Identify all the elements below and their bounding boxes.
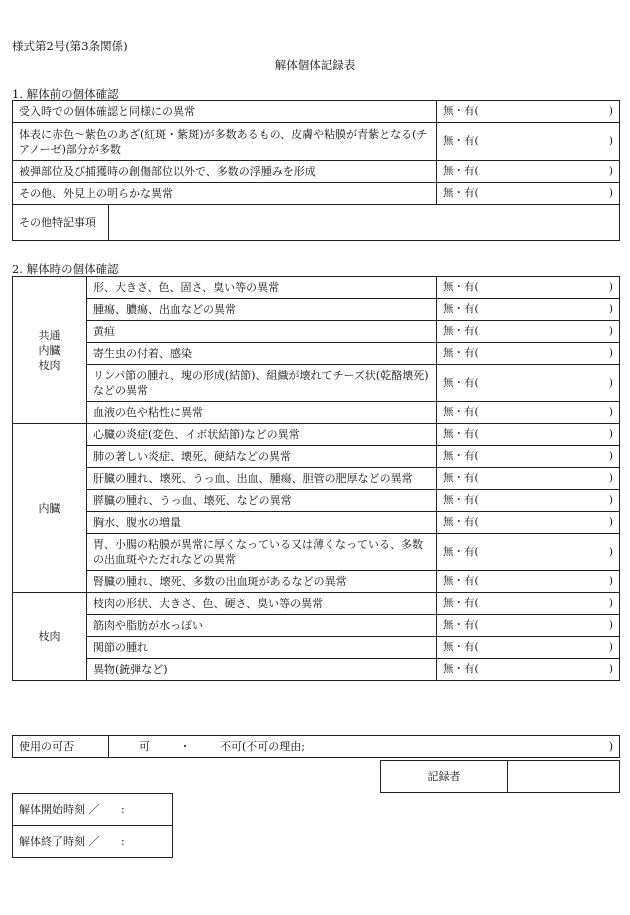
notes-field[interactable] [109, 205, 620, 241]
answer-choices[interactable]: 無・有( [443, 545, 479, 558]
check-item: 肝臓の腫れ、壊死、うっ血、出血、腫瘍、胆管の肥厚などの異常 [87, 468, 437, 490]
answer-close-paren: ) [608, 376, 613, 389]
usage-label: 使用の可否 [13, 736, 109, 758]
answer-choices[interactable]: 無・有( [443, 516, 479, 528]
s2-g2-row-2-answer[interactable] [437, 637, 620, 659]
table-row [13, 277, 620, 299]
recorder-label: 記録者 [381, 761, 508, 793]
table-row [13, 446, 620, 468]
group-label [13, 593, 87, 681]
s1-row-3-answer[interactable] [437, 183, 620, 205]
table-row [13, 321, 620, 343]
s2-g2-row-3-answer[interactable] [437, 659, 620, 681]
notes-label: その他特記事項 [13, 205, 109, 241]
answer-close-paren: ) [608, 406, 613, 418]
s1-row-2-answer[interactable] [437, 161, 620, 183]
group-label [13, 277, 87, 424]
check-item: 黄疸 [87, 321, 437, 343]
usage-ng[interactable]: 不可(不可の理由; [220, 740, 305, 753]
check-item: 腫瘍、膿瘍、出血などの異常 [87, 299, 437, 321]
s2-g1-row-5-answer[interactable] [437, 534, 620, 571]
pre-dismantling-table [12, 100, 620, 241]
table-row [13, 424, 620, 446]
check-item: 寄生虫の付着、感染 [87, 343, 437, 365]
start-time-label: 解体開始時刻 ／ [19, 803, 100, 816]
answer-close-paren: ) [608, 450, 613, 462]
answer-close-paren: ) [608, 325, 613, 337]
notes-row [13, 205, 620, 241]
s2-g2-row-1-answer[interactable] [437, 615, 620, 637]
table-row [13, 512, 620, 534]
answer-choices[interactable]: 無・有( [443, 347, 479, 359]
check-item: 胸水、腹水の増量 [87, 512, 437, 534]
time-table [12, 793, 173, 858]
dismantling-check-table [12, 276, 620, 681]
s2-g1-row-0-answer[interactable] [437, 424, 620, 446]
answer-choices[interactable]: 無・有( [443, 619, 479, 631]
answer-close-paren: ) [608, 165, 613, 177]
s2-g0-row-4-answer[interactable] [437, 365, 620, 402]
start-time-field[interactable] [13, 794, 173, 826]
answer-choices[interactable]: 無・有( [443, 187, 479, 199]
answer-choices[interactable]: 無・有( [443, 472, 479, 484]
group-label-line: 共通 [38, 328, 61, 342]
usage-decision-table [12, 735, 620, 758]
group-label [13, 424, 87, 593]
usage-separator: ・ [179, 740, 191, 753]
end-time-colon: : [121, 835, 125, 848]
answer-choices[interactable]: 無・有( [443, 450, 479, 462]
answer-choices[interactable]: 無・有( [443, 575, 479, 587]
check-item: 心臓の炎症(変色、イボ状結節)などの異常 [87, 424, 437, 446]
check-item: 被弾部位及び捕獲時の創傷部位以外で、多数の浮腫みを形成 [13, 161, 437, 183]
check-item: 受入時での個体確認と同様にの異常 [13, 101, 437, 123]
check-item: 体表に赤色～紫色のあざ(紅斑・紫斑)が多数あるもの、皮膚や粘膜が青紫となる(チアノーゼ)部分が多数 [13, 123, 437, 161]
check-item: 形、大きさ、色、固さ、臭い等の異常 [87, 277, 437, 299]
answer-close-paren: ) [608, 303, 613, 315]
table-row [13, 365, 620, 402]
answer-close-paren: ) [608, 663, 613, 675]
table-row [13, 123, 620, 161]
start-time-colon: : [121, 803, 125, 816]
s2-g2-row-0-answer[interactable] [437, 593, 620, 615]
check-item: 関節の腫れ [87, 637, 437, 659]
table-row [13, 571, 620, 593]
table-row [13, 101, 620, 123]
check-item: 胃、小腸の粘膜が異常に厚くなっている又は薄くなっている、多数の出血斑やただれなどの異常 [87, 534, 437, 571]
table-row [13, 593, 620, 615]
check-item: 腎臓の腫れ、壊死、多数の出血斑があるなどの異常 [87, 571, 437, 593]
usage-close-paren: ) [608, 740, 613, 753]
check-item: その他、外見上の明らかな異常 [13, 183, 437, 205]
table-row [13, 637, 620, 659]
table-row [13, 343, 620, 365]
recorder-field[interactable] [508, 761, 620, 793]
answer-choices[interactable]: 無・有( [443, 663, 479, 675]
form-number: 様式第2号(第3条関係) [12, 39, 128, 53]
answer-choices[interactable]: 無・有( [443, 406, 479, 418]
table-row [13, 299, 620, 321]
s2-g1-row-1-answer[interactable] [437, 446, 620, 468]
s2-g0-row-3-answer[interactable] [437, 343, 620, 365]
table-row [13, 402, 620, 424]
s2-g0-row-0-answer[interactable] [437, 277, 620, 299]
table-row [13, 615, 620, 637]
answer-choices[interactable]: 無・有( [443, 494, 479, 506]
check-item: 肺の著しい炎症、壊死、硬結などの異常 [87, 446, 437, 468]
section1-heading: 1. 解体前の個体確認 [12, 87, 119, 101]
table-row [13, 490, 620, 512]
answer-close-paren: ) [608, 516, 613, 528]
check-item: 枝肉の形状、大きさ、色、硬さ、臭い等の異常 [87, 593, 437, 615]
s2-g1-row-2-answer[interactable] [437, 468, 620, 490]
usage-choices[interactable] [109, 736, 620, 758]
group-label-line: 枝肉 [38, 630, 61, 643]
table-row [13, 659, 620, 681]
table-row [13, 183, 620, 205]
answer-choices[interactable]: 無・有( [443, 428, 479, 440]
answer-close-paren: ) [608, 545, 613, 558]
check-item: 異物(銃弾など) [87, 659, 437, 681]
check-item: 筋肉や脂肪が水っぽい [87, 615, 437, 637]
answer-choices[interactable]: 無・有( [443, 281, 479, 293]
answer-close-paren: ) [608, 619, 613, 631]
table-row [13, 161, 620, 183]
answer-close-paren: ) [608, 105, 613, 117]
recorder-table [380, 760, 620, 793]
s1-row-1-answer[interactable] [437, 123, 620, 161]
answer-close-paren: ) [608, 494, 613, 506]
s1-row-0-answer[interactable] [437, 101, 620, 123]
answer-choices[interactable]: 無・有( [443, 597, 479, 609]
answer-choices[interactable]: 無・有( [443, 376, 479, 389]
answer-close-paren: ) [608, 472, 613, 484]
s2-g1-row-6-answer[interactable] [437, 571, 620, 593]
answer-close-paren: ) [608, 347, 613, 359]
check-item: 膵臓の腫れ、うっ血、壊死、などの異常 [87, 490, 437, 512]
document-title: 解体個体記録表 [274, 58, 356, 72]
s2-g1-row-3-answer[interactable] [437, 490, 620, 512]
answer-close-paren: ) [608, 281, 613, 293]
s2-g1-row-4-answer[interactable] [437, 512, 620, 534]
group-label-line: 内臓 [38, 343, 61, 357]
answer-close-paren: ) [608, 641, 613, 653]
answer-choices[interactable]: 無・有( [443, 105, 479, 117]
table-row [13, 534, 620, 571]
answer-choices[interactable]: 無・有( [443, 641, 479, 653]
answer-close-paren: ) [608, 428, 613, 440]
check-item: リンパ節の腫れ、塊の形成(結節)、組織が壊れてチーズ状(乾酪壊死)などの異常 [87, 365, 437, 402]
answer-choices[interactable]: 無・有( [443, 303, 479, 315]
end-time-field[interactable] [13, 826, 173, 858]
section2-heading: 2. 解体時の個体確認 [12, 262, 119, 276]
group-label-line: 枝肉 [38, 358, 61, 372]
s2-g0-row-2-answer[interactable] [437, 321, 620, 343]
usage-ok[interactable]: 可 [139, 740, 150, 753]
answer-choices[interactable]: 無・有( [443, 165, 479, 177]
group-label-line: 内臓 [38, 501, 61, 515]
answer-close-paren: ) [608, 597, 613, 609]
s2-g0-row-5-answer[interactable] [437, 402, 620, 424]
end-time-label: 解体終了時刻 ／ [19, 835, 100, 848]
check-item: 血液の色や粘性に異常 [87, 402, 437, 424]
answer-choices[interactable]: 無・有( [443, 325, 479, 337]
answer-close-paren: ) [608, 575, 613, 587]
answer-close-paren: ) [608, 187, 613, 199]
s2-g0-row-1-answer[interactable] [437, 299, 620, 321]
table-row [13, 468, 620, 490]
answer-choices[interactable]: 無・有( [443, 135, 479, 147]
answer-close-paren: ) [608, 135, 613, 147]
